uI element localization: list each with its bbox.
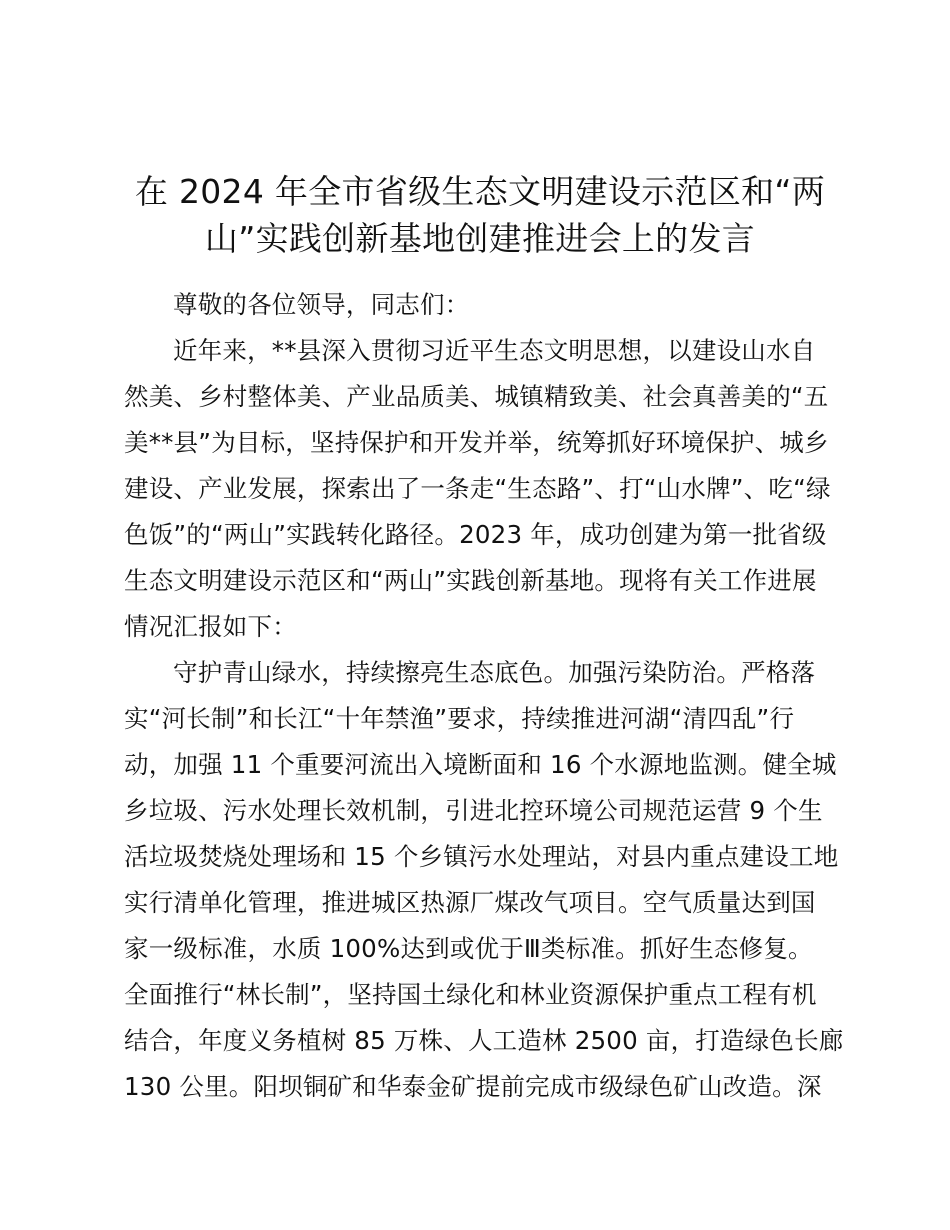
body-line: 美**县”为目标，坚持保护和开发并举，统筹抓好环境保护、城乡 — [124, 428, 829, 457]
body-line: 家一级标准，水质 100%达到或优于Ⅲ类标准。抓好生态修复。 — [124, 934, 813, 963]
body-line: 守护青山绿水，持续擦亮生态底色。加强污染防治。严格落 — [173, 658, 816, 687]
body-line: 乡垃圾、污水处理长效机制，引进北控环境公司规范运营 9 个生 — [124, 796, 823, 825]
title-line: 山”实践创新基地创建推进会上的发言 — [204, 219, 756, 258]
title-line: 在 2024 年全市省级生态文明建设示范区和“两 — [134, 172, 826, 211]
body-line: 130 公里。阳坝铜矿和华泰金矿提前完成市级绿色矿山改造。深 — [124, 1072, 822, 1101]
document-body — [124, 282, 844, 1110]
body-line: 实行清单化管理，推进城区热源厂煤改气项目。空气质量达到国 — [124, 888, 816, 917]
body-line: 动，加强 11 个重要河流出入境断面和 16 个水源地监测。健全城 — [124, 750, 837, 779]
body-line: 结合，年度义务植树 85 万株、人工造林 2500 亩，打造绿色长廊 — [124, 1026, 844, 1055]
salutation-line: 尊敬的各位领导，同志们： — [173, 290, 470, 319]
body-line: 近年来，**县深入贯彻习近平生态文明思想，以建设山水自 — [173, 336, 816, 365]
body-line: 活垃圾焚烧处理场和 15 个乡镇污水处理站，对县内重点建设工地 — [124, 842, 839, 871]
body-line: 生态文明建设示范区和“两山”实践创新基地。现将有关工作进展 — [124, 566, 817, 595]
body-line: 建设、产业发展，探索出了一条走“生态路”、打“山水牌”、吃“绿 — [124, 474, 831, 503]
body-line: 色饭”的“两山”实践转化路径。2023 年，成功创建为第一批省级 — [124, 520, 827, 549]
document-title — [110, 168, 850, 262]
body-line: 然美、乡村整体美、产业品质美、城镇精致美、社会真善美的“五 — [124, 382, 829, 411]
body-line: 情况汇报如下： — [124, 612, 297, 641]
body-line: 全面推行“林长制”，坚持国土绿化和林业资源保护重点工程有机 — [124, 980, 817, 1009]
body-line: 实“河长制”和长江“十年禁渔”要求，持续推进河湖“清四乱”行 — [124, 704, 795, 733]
